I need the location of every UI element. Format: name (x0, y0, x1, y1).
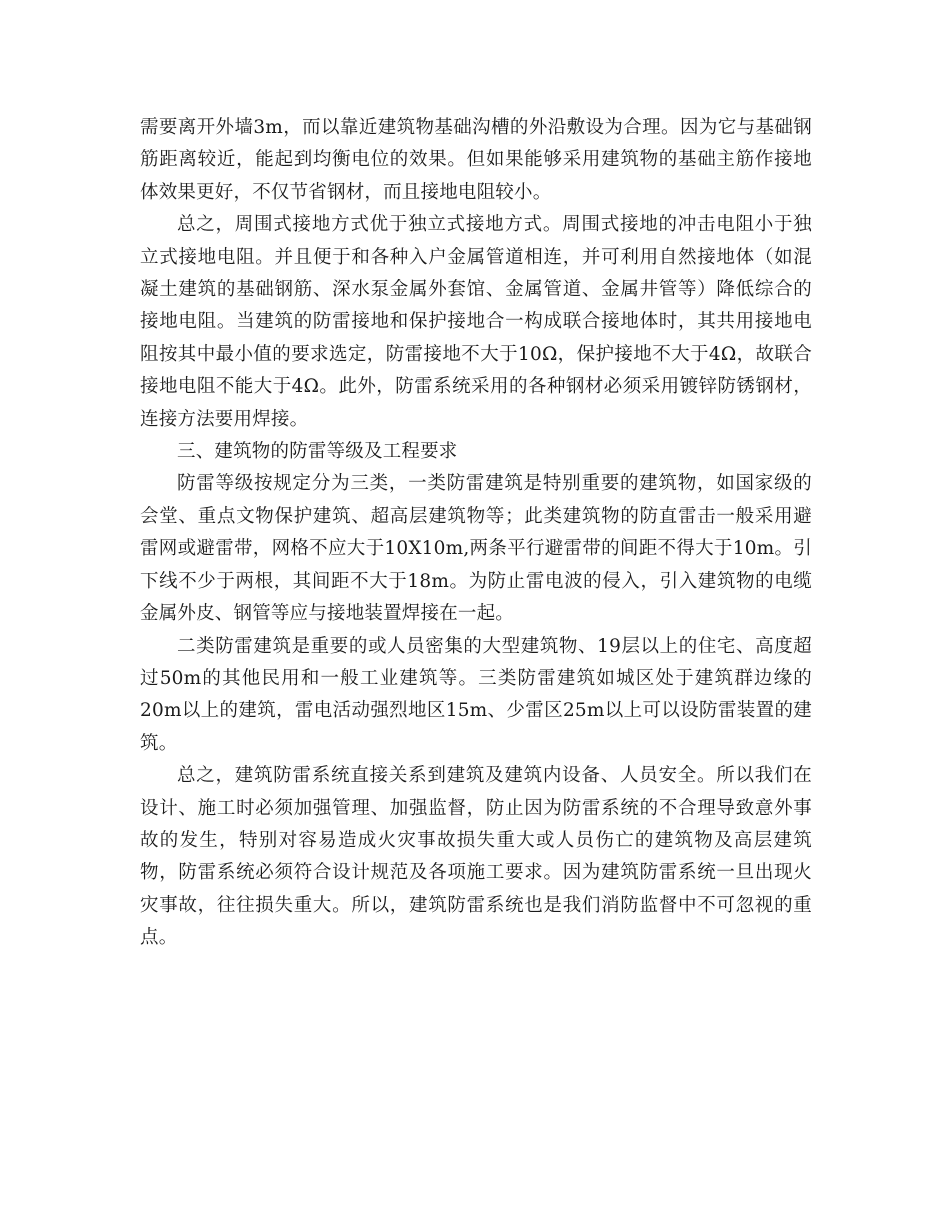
paragraph-class-two-three: 二类防雷建筑是重要的或人员密集的大型建筑物、19层以上的住宅、高度超过50m的其他民用和一般工业建筑等。三类防雷建筑如城区处于建筑群边缘的20m以上的建筑，雷电活动强烈地区15m、少雷区25m以上可以设防雷装置的建筑。 (140, 635, 812, 754)
paragraph-grounding-summary: 总之，周围式接地方式优于独立式接地方式。周围式接地的冲击电阻小于独立式接地电阻。并且便于和各种入户金属管道相连，并可利用自然接地体（如混凝土建筑的基础钢筋、深水泵金属外套馆、金属管道、金属井管等）降低综合的接地电阻。当建筑的防雷接地和保护接地合一构成联合接地体时，其共用接地电阻按其中最小值的要求选定，防雷接地不大于10Ω，保护接地不大于4Ω，故联合接地电阻不能大于4Ω。此外，防雷系统采用的各种钢材必须采用镀锌防锈钢材，连接方法要用焊接。 (140, 214, 812, 430)
paragraph-conclusion: 总之，建筑防雷系统直接关系到建筑及建筑内设备、人员安全。所以我们在设计、施工时必须加强管理、加强监督，防止因为防雷系统的不合理导致意外事故的发生，特别对容易造成火灾事故损失重大或人员伤亡的建筑物及高层建筑物，防雷系统必须符合设计规范及各项施工要求。因为建筑防雷系统一旦出现火灾事故，往往损失重大。所以，建筑防雷系统也是我们消防监督中不可忽视的重点。 (140, 765, 812, 949)
document-body (140, 112, 812, 955)
paragraph-grounding-placement: 需要离开外墙3m，而以靠近建筑物基础沟槽的外沿敷设为合理。因为它与基础钢筋距离较近，能起到均衡电位的效果。但如果能够采用建筑物的基础主筋作接地体效果更好，不仅节省钢材，而且接地电阻较小。 (140, 117, 812, 203)
section-heading-lightning-levels: 三、建筑物的防雷等级及工程要求 (177, 441, 458, 463)
paragraph-class-one: 防雷等级按规定分为三类，一类防雷建筑是特别重要的建筑物，如国家级的会堂、重点文物保护建筑、超高层建筑物等；此类建筑物的防直雷击一般采用避雷网或避雷带，网格不应大于10X10m,两条平行避雷带的间距不得大于10m。引下线不少于两根，其间距不大于18m。为防止雷电波的侵入，引入建筑物的电缆金属外皮、钢管等应与接地装置焊接在一起。 (140, 473, 812, 625)
